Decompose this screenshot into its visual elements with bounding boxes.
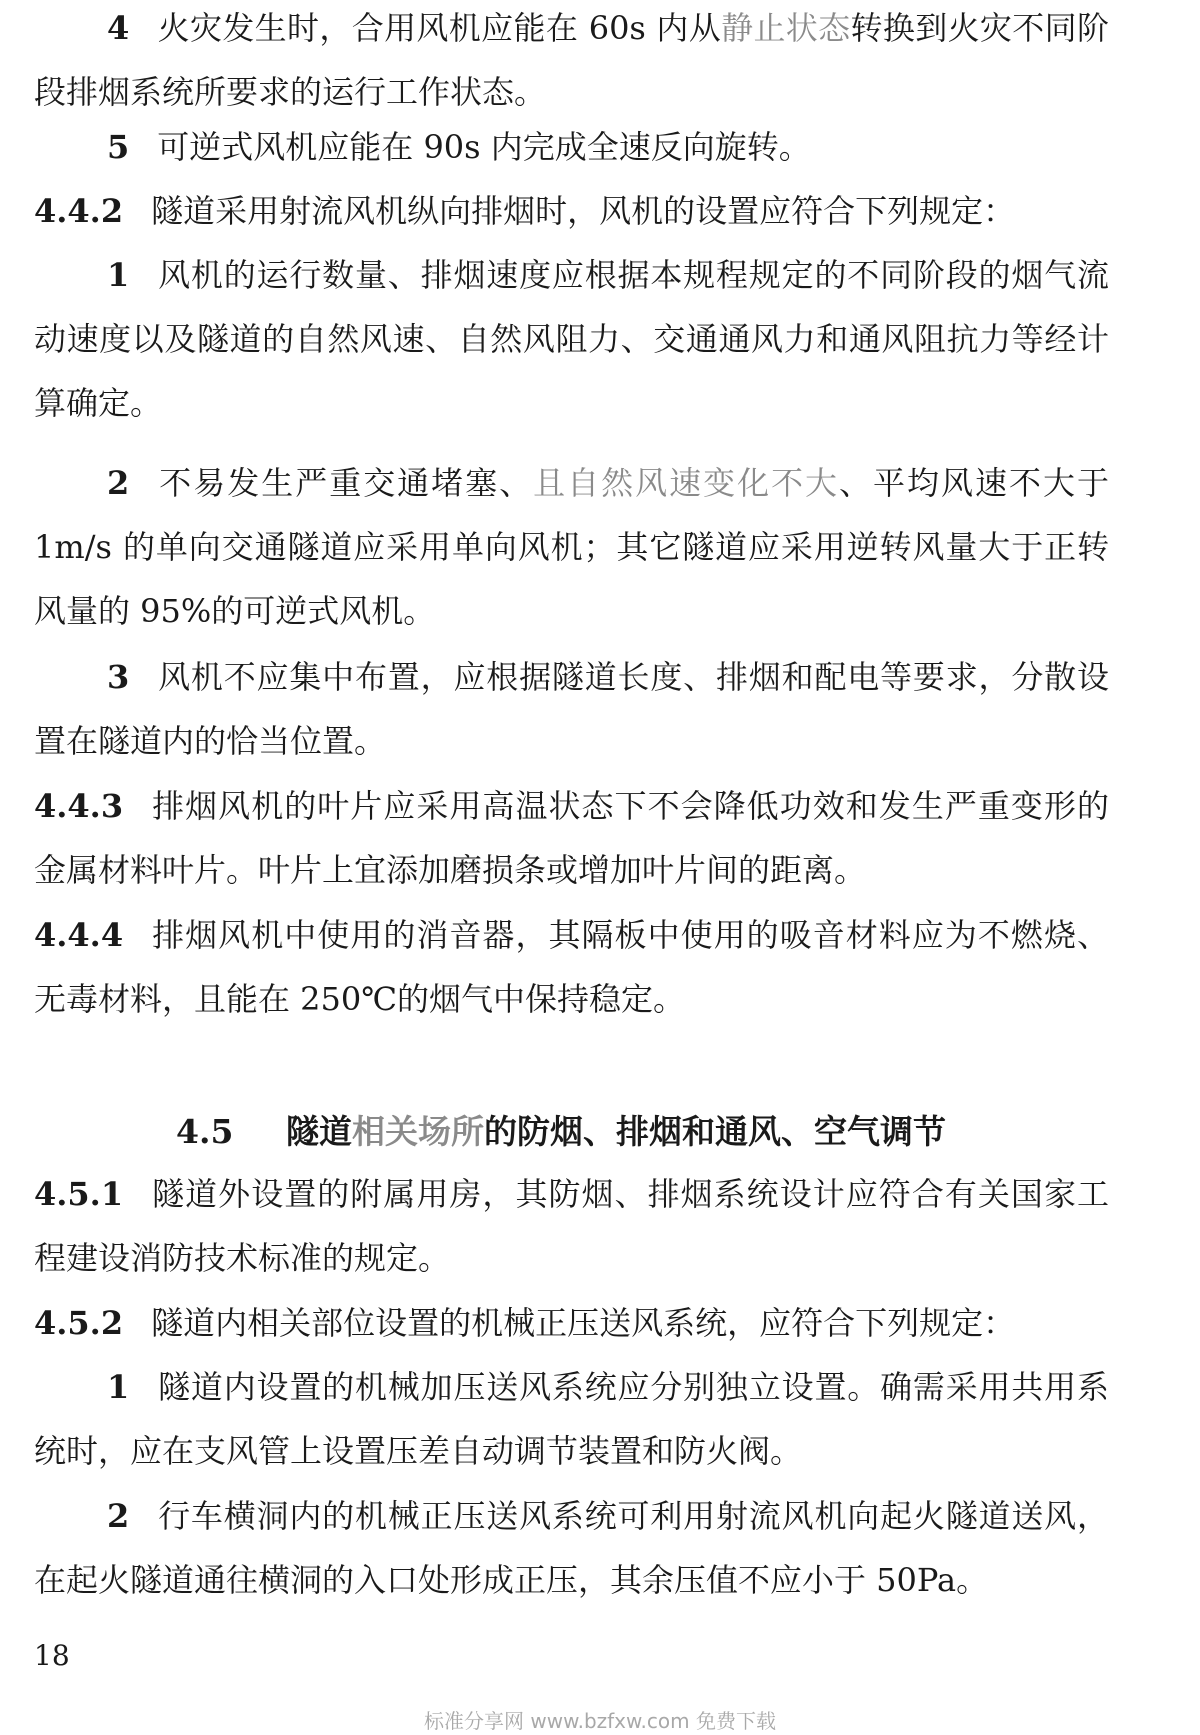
item-number: 3	[107, 658, 130, 696]
clause-4-4-2-item-3	[34, 645, 1109, 773]
clause-number: 4.4.4	[34, 916, 124, 954]
clause-4-5-2	[34, 1291, 1109, 1355]
item-number: 4	[107, 9, 130, 47]
section-number: 4.5	[176, 1112, 234, 1151]
highlighted-text: 静止状态	[721, 9, 851, 47]
watermark-footer: 标准分享网 www.bzfxw.com 免费下载	[424, 1709, 776, 1733]
clause-4-4-1-item-4	[34, 0, 1109, 124]
clause-text: 隧道采用射流风机纵向排烟时，风机的设置应符合下列规定：	[151, 192, 1016, 230]
clause-4-4-3	[34, 774, 1109, 902]
clause-number: 4.4.2	[34, 192, 124, 230]
clause-4-4-2-item-2	[34, 451, 1109, 643]
highlighted-text: 且自然风速变化不大	[533, 464, 840, 502]
clause-text: 隧道内相关部位设置的机械正压送风系统，应符合下列规定：	[151, 1304, 1016, 1342]
clause-text: 排烟风机的叶片应采用高温状态下不会降低功效和发生严重变形的金属材料叶片。叶片上宜添加磨损条或增加叶片间的距离。	[34, 787, 1109, 889]
section-title-text: 隧道相关场所的防烟、排烟和通风、空气调节	[286, 1112, 946, 1151]
item-number: 1	[107, 1368, 130, 1406]
clause-4-5-2-item-1	[34, 1355, 1109, 1483]
item-number: 1	[107, 256, 130, 294]
clause-number: 4.4.3	[34, 787, 124, 825]
clause-4-4-1-item-5	[34, 115, 1109, 179]
clause-text: 不易发生严重交通堵塞、	[157, 464, 534, 502]
item-number: 5	[107, 128, 130, 166]
clause-text: 风机不应集中布置，应根据隧道长度、排烟和配电等要求，分散设置在隧道内的恰当位置。	[34, 658, 1109, 760]
clause-4-4-4	[34, 903, 1109, 1031]
clause-4-5-1	[34, 1162, 1109, 1290]
highlighted-text: 相关场所	[352, 1112, 484, 1151]
clause-number: 4.5.1	[34, 1175, 124, 1213]
clause-text: 隧道内设置的机械加压送风系统应分别独立设置。确需采用共用系统时，应在支风管上设置压差自动调节装置和防火阀。	[34, 1368, 1109, 1470]
clause-text: 风机的运行数量、排烟速度应根据本规程规定的不同阶段的烟气流动速度以及隧道的自然风速、自然风阻力、交通通风力和通风阻抗力等经计算确定。	[34, 256, 1109, 422]
clause-text: 火灾发生时，合用风机应能在 60s 内从	[157, 9, 722, 47]
clause-4-4-2	[34, 179, 1109, 243]
clause-text: 可逆式风机应能在 90s 内完成全速反向旋转。	[157, 128, 811, 166]
clause-text: 排烟风机中使用的消音器，其隔板中使用的吸音材料应为不燃烧、无毒材料，且能在 250℃的烟气中保持稳定。	[34, 916, 1109, 1018]
clause-text: 转换到火灾不同阶段排烟系统所要求的运行工作状态。	[34, 9, 1109, 111]
clause-4-4-2-item-1	[34, 243, 1109, 435]
item-number: 2	[107, 464, 130, 502]
item-number: 2	[107, 1497, 130, 1535]
clause-text: 隧道外设置的附属用房，其防烟、排烟系统设计应符合有关国家工程建设消防技术标准的规定。	[34, 1175, 1109, 1277]
clause-4-5-2-item-2	[34, 1484, 1109, 1612]
clause-number: 4.5.2	[34, 1304, 124, 1342]
clause-text: 、平均风速不大于 1m/s 的单向交通隧道应采用单向风机；其它隧道应采用逆转风量大于正转风量的 95%的可逆式风机。	[34, 464, 1109, 630]
page-number: 18	[34, 1639, 70, 1672]
clause-text: 行车横洞内的机械正压送风系统可利用射流风机向起火隧道送风，在起火隧道通往横洞的入口处形成正压，其余压值不应小于 50Pa。	[34, 1497, 1109, 1599]
